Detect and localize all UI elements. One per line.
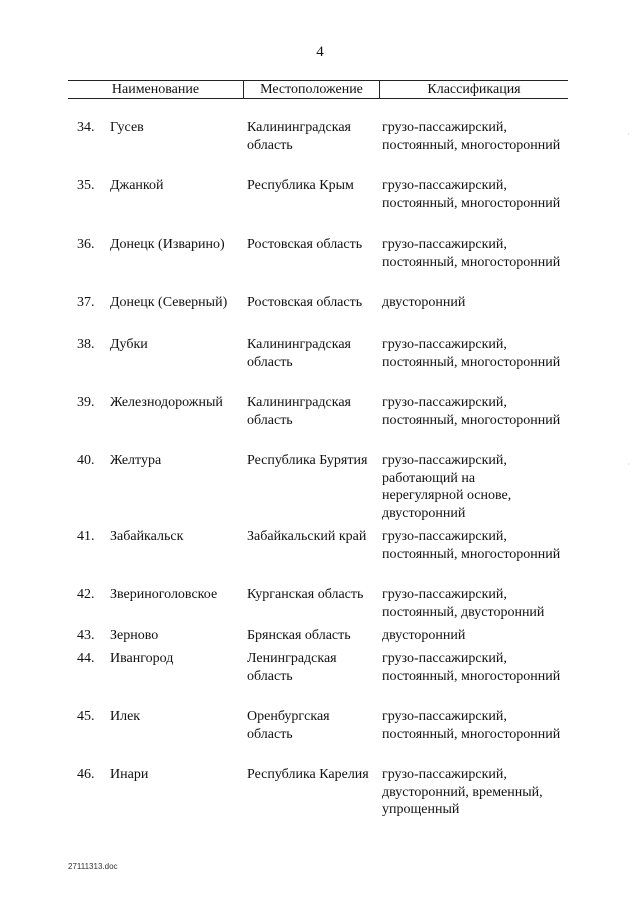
- row-location: Республика Крым: [247, 178, 354, 193]
- row-name: Железнодорожный: [110, 395, 223, 410]
- header-location: Местоположение: [260, 82, 363, 97]
- row-location: Ленинградская область: [247, 651, 337, 684]
- row-classification: двусторонний: [382, 628, 466, 643]
- table-row: [0, 528, 640, 586]
- header-name: Наименование: [111, 82, 200, 97]
- header-classification: Классификация: [427, 82, 521, 97]
- row-number: 34.: [77, 120, 95, 135]
- row-number: 43.: [77, 628, 95, 643]
- row-number: 39.: [77, 395, 95, 410]
- row-classification: грузо-пассажирский, постоянный, многосторонний: [382, 651, 561, 684]
- row-location: Оренбургская область: [247, 709, 330, 742]
- row-location: Ростовская область: [247, 295, 363, 310]
- row-location: Республика Бурятия: [247, 453, 368, 468]
- row-name: Дубки: [110, 337, 148, 352]
- scan-margin-mark: ·: [627, 130, 630, 139]
- row-location: Забайкальский край: [247, 529, 367, 544]
- row-name: Донецк (Изварино): [110, 237, 225, 252]
- table-body: [0, 119, 640, 824]
- row-location: Калининградская область: [247, 337, 351, 370]
- table-row: [0, 236, 640, 294]
- row-name: Желтура: [110, 453, 162, 468]
- row-number: 35.: [77, 178, 95, 193]
- row-number: 38.: [77, 337, 95, 352]
- table-row: [0, 119, 640, 177]
- row-classification: грузо-пассажирский, постоянный, многосторонний: [382, 178, 561, 211]
- row-number: 42.: [77, 587, 95, 602]
- row-name: Забайкальск: [110, 529, 184, 544]
- table-row: [0, 452, 640, 528]
- row-location: Калининградская область: [247, 395, 351, 428]
- table-row: [0, 708, 640, 766]
- row-classification: грузо-пассажирский, работающий на нерегулярной основе, двусторонний: [382, 453, 512, 521]
- row-classification: грузо-пассажирский, постоянный, многосторонний: [382, 529, 561, 562]
- scan-margin-mark: ·: [627, 460, 630, 469]
- table-row: [0, 650, 640, 708]
- row-location: Курганская область: [247, 587, 364, 602]
- row-number: 40.: [77, 453, 95, 468]
- table-row: [0, 177, 640, 236]
- row-name: Зерново: [110, 628, 159, 643]
- row-classification: грузо-пассажирский, постоянный, многосторонний: [382, 237, 561, 270]
- row-location: Брянская область: [247, 628, 351, 643]
- table-row: [0, 336, 640, 394]
- table-row: [0, 294, 640, 336]
- row-classification: грузо-пассажирский, постоянный, двусторонний: [382, 587, 545, 620]
- row-location: Республика Карелия: [247, 767, 369, 782]
- row-number: 45.: [77, 709, 95, 724]
- table-row: [0, 766, 640, 824]
- row-classification: грузо-пассажирский, постоянный, многосторонний: [382, 120, 561, 153]
- row-number: 44.: [77, 651, 95, 666]
- row-classification: грузо-пассажирский, постоянный, многосторонний: [382, 395, 561, 428]
- row-number: 41.: [77, 529, 95, 544]
- row-classification: грузо-пассажирский, постоянный, многосторонний: [382, 709, 561, 742]
- table-row: [0, 627, 640, 650]
- row-name: Ивангород: [110, 651, 174, 666]
- table-header: [68, 80, 568, 99]
- row-location: Ростовская область: [247, 237, 363, 252]
- table-row: [0, 394, 640, 452]
- row-name: Илек: [110, 709, 141, 724]
- page-number: 4: [316, 44, 324, 60]
- row-classification: грузо-пассажирский, двусторонний, временный, упрощенный: [382, 767, 543, 817]
- table-row: [0, 586, 640, 627]
- row-classification: двусторонний: [382, 295, 466, 310]
- row-location: Калининградская область: [247, 120, 351, 153]
- row-number: 37.: [77, 295, 95, 310]
- row-name: Инари: [110, 767, 149, 782]
- row-name: Звериноголовское: [110, 587, 218, 602]
- row-name: Гусев: [110, 120, 144, 135]
- document-filename: 27111313.doc: [68, 862, 118, 871]
- row-number: 36.: [77, 237, 95, 252]
- row-classification: грузо-пассажирский, постоянный, многосторонний: [382, 337, 561, 370]
- row-name: Донецк (Северный): [110, 295, 228, 310]
- row-number: 46.: [77, 767, 95, 782]
- row-name: Джанкой: [110, 178, 164, 193]
